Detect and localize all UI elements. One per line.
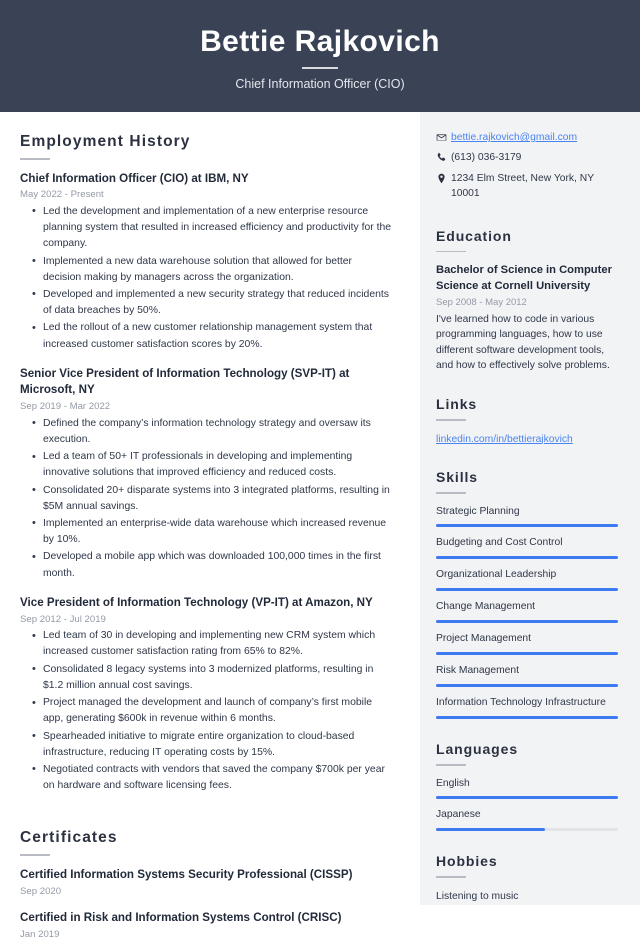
- job-bullet: • Project managed the development and launch of company’s first mobile app, generating $600k in revenue within 6 months.: [43, 695, 392, 727]
- skill-level-fill: [436, 620, 618, 624]
- section-heading-skills: Skills: [436, 469, 478, 486]
- skill-label: Change Management: [436, 601, 536, 613]
- skill-label: Organizational Leadership: [436, 569, 557, 581]
- job-bullet: • Led the development and implementation of a new enterprise resource planning system that resulted in increased efficiency and productivity for the company.: [43, 204, 392, 253]
- skill: [436, 568, 618, 591]
- language-level-track: [436, 828, 618, 832]
- job-bullet: • Spearheaded initiative to migrate entire organization to cloud-based infrastructure, reducing IT operating costs by 15%.: [43, 729, 392, 761]
- language-label: English: [436, 777, 470, 789]
- skill-level-track: [436, 652, 618, 656]
- skill: [436, 505, 618, 528]
- certificate-date: Sep 2020: [20, 885, 62, 897]
- skill-label: Project Management: [436, 633, 532, 645]
- certificate-entry: [20, 910, 392, 941]
- skill-level-track: [436, 524, 618, 528]
- job-bullet: • Implemented a new data warehouse solution that allowed for better decision making by managers across the organization.: [43, 254, 392, 286]
- skill: [436, 696, 618, 719]
- skill-level-track: [436, 588, 618, 592]
- section-divider: [20, 854, 50, 856]
- skill-level-track: [436, 716, 618, 720]
- skill-label: Strategic Planning: [436, 505, 520, 517]
- profile-link[interactable]: linkedin.com/in/bettierajkovich: [436, 433, 573, 445]
- skill-level-fill: [436, 684, 618, 688]
- job-date-range: Sep 2019 - Mar 2022: [20, 401, 111, 413]
- contact-row: [436, 171, 618, 202]
- certificate-title: Certified in Risk and Information Systems Control (CRISC): [20, 911, 342, 925]
- job-bullet: • Negotiated contracts with vendors that saved the company $700k per year on hardware and software licensing fees.: [43, 762, 392, 794]
- language-level-track: [436, 796, 618, 800]
- section-divider: [436, 764, 466, 766]
- skill-level-fill: [436, 652, 618, 656]
- contact-list: [436, 130, 618, 202]
- job-bullet-list: [20, 416, 392, 582]
- envelope-icon: [436, 130, 451, 143]
- hobbies-list: [436, 889, 618, 904]
- skill-level-fill: [436, 524, 618, 528]
- page-title: Bettie Rajkovich: [200, 25, 440, 59]
- education-date: Sep 2008 - May 2012: [436, 296, 527, 308]
- contact-row[interactable]: [436, 130, 618, 145]
- employment-entry: [20, 595, 392, 795]
- languages-section: [436, 741, 618, 831]
- section-divider: [436, 251, 466, 253]
- certificate-entries: [20, 867, 392, 942]
- job-bullet: • Led team of 30 in developing and implementing new CRM system which increased customer satisfaction rating from 65% to 82%.: [43, 628, 392, 660]
- resume-body: [0, 112, 640, 941]
- skill: [436, 600, 618, 623]
- employment-history-section: [20, 133, 392, 794]
- section-heading-hobbies: Hobbies: [436, 853, 498, 870]
- employment-entry: [20, 171, 392, 353]
- skill: [436, 664, 618, 687]
- section-heading-certificates: Certificates: [20, 829, 118, 847]
- section-divider: [436, 876, 466, 878]
- languages-list: [436, 777, 618, 832]
- section-heading-links: Links: [436, 396, 478, 413]
- section-heading-languages: Languages: [436, 741, 519, 758]
- language: [436, 808, 618, 831]
- main-column: [0, 112, 420, 941]
- sidebar-column: [420, 112, 640, 905]
- skill-label: Budgeting and Cost Control: [436, 537, 563, 549]
- skill-level-track: [436, 556, 618, 560]
- section-spacer: [20, 807, 392, 829]
- language-level-fill: [436, 796, 618, 800]
- language-level-fill: [436, 828, 545, 832]
- job-date-range: Sep 2012 - Jul 2019: [20, 613, 106, 625]
- contact-text: 1234 Elm Street, New York, NY 10001: [451, 172, 594, 200]
- section-divider: [436, 492, 466, 494]
- certificate-entry: [20, 867, 392, 898]
- skill-label: Risk Management: [436, 665, 519, 677]
- section-divider: [436, 419, 466, 421]
- phone-icon: [436, 150, 451, 163]
- job-bullet: • Consolidated 8 legacy systems into 3 modernized platforms, resulting in $1.2 million annual cost savings.: [43, 662, 392, 694]
- job-bullet: • Developed and implemented a new security strategy that reduced incidents of data breaches by 50%.: [43, 287, 392, 319]
- language: [436, 777, 618, 800]
- job-bullet: • Led a team of 50+ IT professionals in developing and implementing innovative solutions that improved efficiency and reduced costs.: [43, 449, 392, 481]
- contact-email-link[interactable]: bettie.rajkovich@gmail.com: [451, 132, 578, 143]
- job-bullet: • Developed a mobile app which was downloaded 100,000 times in the first month.: [43, 549, 392, 581]
- job-title: Senior Vice President of Information Technology (SVP-IT) at Microsoft, NY: [20, 366, 350, 397]
- education-degree: Bachelor of Science in Computer Science at Cornell University: [436, 264, 612, 293]
- resume-header: [0, 0, 640, 112]
- job-title: Vice President of Information Technology (VP-IT) at Amazon, NY: [20, 595, 373, 609]
- skill-level-fill: [436, 588, 618, 592]
- skill-level-track: [436, 620, 618, 624]
- skill-level-track: [436, 684, 618, 688]
- header-divider: [302, 67, 338, 69]
- skill-level-fill: [436, 556, 618, 560]
- links-section: [436, 396, 618, 447]
- job-bullet-list: [20, 204, 392, 353]
- header-job-title: Chief Information Officer (CIO): [235, 76, 405, 91]
- certificate-title: Certified Information Systems Security Professional (CISSP): [20, 867, 353, 881]
- section-heading-education: Education: [436, 227, 512, 244]
- skill: [436, 536, 618, 559]
- location-pin-icon: [436, 171, 451, 184]
- links-list: [436, 432, 618, 447]
- contact-text: (613) 036-3179: [451, 152, 522, 164]
- skill: [436, 632, 618, 655]
- employment-entry: [20, 366, 392, 582]
- job-bullet: • Consolidated 20+ disparate systems into 3 integrated platforms, resulting in $5M annual savings.: [43, 483, 392, 515]
- education-section: [436, 228, 618, 374]
- job-bullet: • Defined the company’s information technology strategy and oversaw its execution.: [43, 416, 392, 448]
- hobbies-section: [436, 853, 618, 904]
- job-title: Chief Information Officer (CIO) at IBM, NY: [20, 171, 249, 185]
- job-bullet: • Led the rollout of a new customer relationship management system that increased customer satisfaction scores by 20%.: [43, 320, 392, 352]
- job-date-range: May 2022 - Present: [20, 189, 104, 201]
- certificates-section: [20, 829, 392, 941]
- job-bullet-list: [20, 628, 392, 794]
- section-divider: [20, 158, 50, 160]
- skills-section: [436, 469, 618, 719]
- job-bullet: • Implemented an enterprise-wide data warehouse which increased revenue by 10%.: [43, 516, 392, 548]
- certificate-date: Jan 2019: [20, 929, 60, 941]
- skill-label: Information Technology Infrastructure: [436, 697, 606, 709]
- section-heading-employment: Employment History: [20, 133, 191, 150]
- hobby-item: Listening to music: [436, 890, 519, 902]
- employment-entries: [20, 171, 392, 795]
- skills-list: [436, 505, 618, 719]
- contact-row: [436, 150, 618, 165]
- education-description: I've learned how to code in various programming languages, how to use different software development tools, and how to effectively solve problems.: [436, 313, 610, 372]
- skill-level-fill: [436, 716, 618, 720]
- language-label: Japanese: [436, 809, 481, 821]
